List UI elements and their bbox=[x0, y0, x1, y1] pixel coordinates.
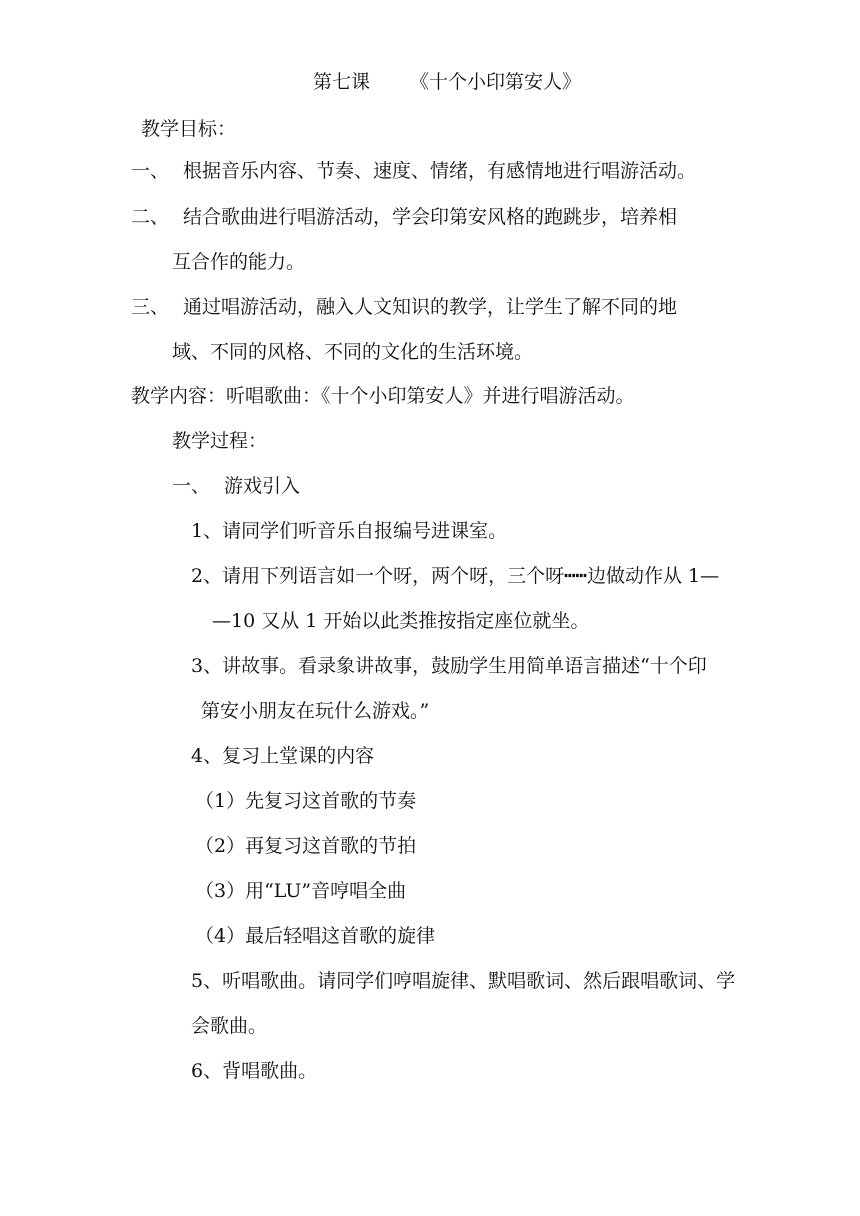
objective-number: 三、 bbox=[131, 296, 170, 318]
sub-step-item: （3）用“LU”音哼唱全曲 bbox=[195, 880, 407, 902]
step-item: 4、复习上堂课的内容 bbox=[191, 745, 375, 767]
sub-step-item: （1）先复习这首歌的节奏 bbox=[195, 790, 417, 812]
objectives-heading: 教学目标： bbox=[141, 118, 237, 140]
objective-text-continued: 互合作的能力。 bbox=[172, 251, 306, 273]
sub-step-item: （4）最后轻唱这首歌的旋律 bbox=[195, 925, 436, 947]
section-number: 一、 bbox=[172, 475, 211, 497]
objective-text-continued: 域、不同的风格、不同的文化的生活环境。 bbox=[172, 341, 534, 363]
objective-text: 通过唱游活动，融入人文知识的教学，让学生了解不同的地 bbox=[183, 296, 678, 318]
process-heading: 教学过程： bbox=[172, 430, 268, 452]
lesson-number: 第七课 bbox=[313, 71, 371, 93]
objective-number: 一、 bbox=[131, 160, 170, 182]
step-item-continued: 会歌曲。 bbox=[191, 1015, 268, 1037]
step-item: 6、背唱歌曲。 bbox=[191, 1060, 318, 1082]
step-item: 3、讲故事。看录象讲故事，鼓励学生用简单语言描述“十个印 bbox=[191, 655, 707, 677]
step-item: 2、请用下列语言如一个呀，两个呀，三个呀┅┅边做动作从 1— bbox=[191, 565, 720, 587]
teaching-content: 教学内容：听唱歌曲：《十个小印第安人》并进行唱游活动。 bbox=[131, 385, 635, 407]
step-item-continued: —10 又从 1 开始以此类推按指定座位就坐。 bbox=[212, 610, 590, 632]
objective-text: 根据音乐内容、节奏、速度、情绪，有感情地进行唱游活动。 bbox=[183, 160, 697, 182]
step-item: 1、请同学们听音乐自报编号进课室。 bbox=[191, 520, 508, 542]
step-item-continued: 第安小朋友在玩什么游戏。” bbox=[201, 700, 430, 722]
section-title: 游戏引入 bbox=[224, 475, 301, 497]
objective-text: 结合歌曲进行唱游活动，学会印第安风格的跑跳步，培养相 bbox=[183, 206, 678, 228]
sub-step-item: （2）再复习这首歌的节拍 bbox=[195, 835, 417, 857]
step-item: 5、听唱歌曲。请同学们哼唱旋律、默唱歌词、然后跟唱歌词、学 bbox=[191, 970, 736, 992]
objective-number: 二、 bbox=[131, 206, 170, 228]
lesson-title: 《十个小印第安人》 bbox=[410, 71, 582, 93]
